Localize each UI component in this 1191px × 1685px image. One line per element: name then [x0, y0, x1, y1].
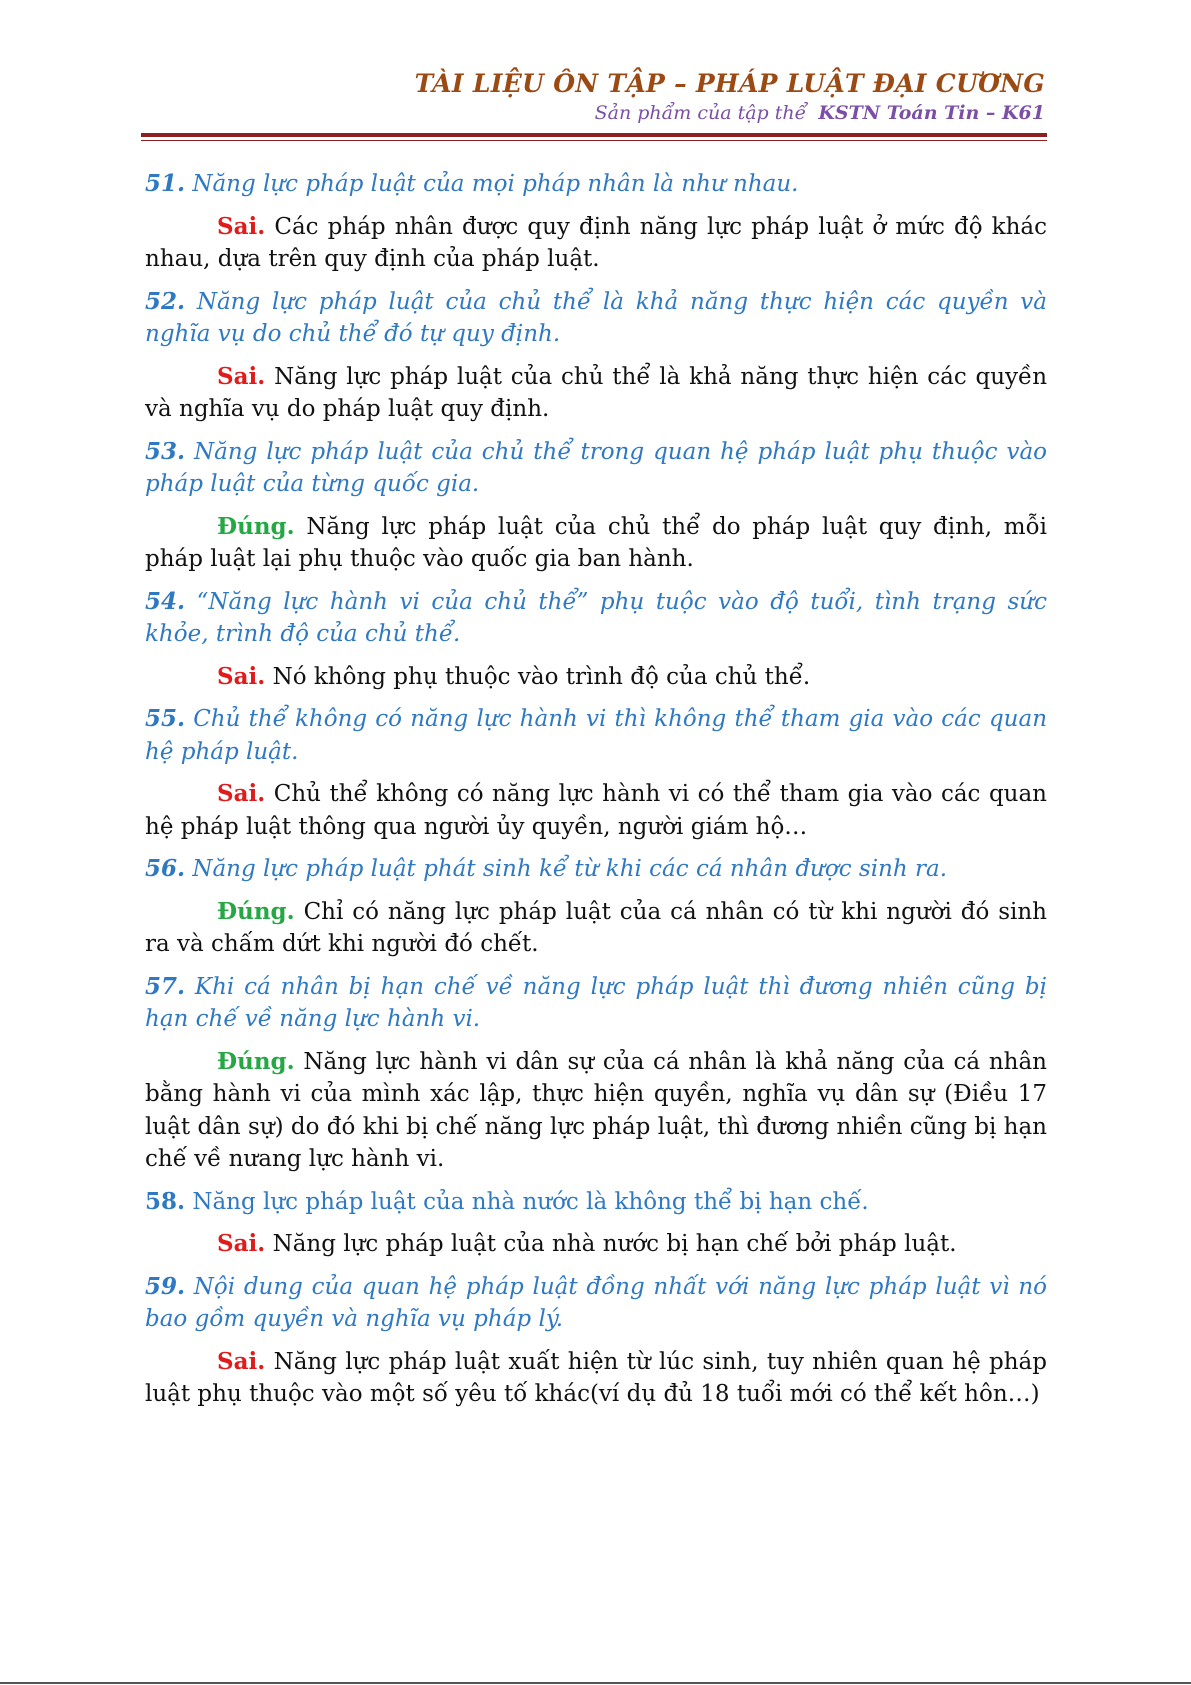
answer — [145, 661, 1047, 694]
answer-text: Năng lực pháp luật của chủ thể là khả năng thực hiện các quyền và nghĩa vụ do pháp luật quy định. — [145, 363, 1048, 422]
question-text: Năng lực pháp luật của chủ thể là khả năng thực hiện các quyền và nghĩa vụ do chủ thể đó tự quy định. — [145, 288, 1048, 347]
verdict-label: Đúng. — [217, 512, 295, 540]
qa-list — [145, 168, 1047, 1421]
question — [145, 703, 1047, 768]
answer-text: Năng lực pháp luật của chủ thể do pháp luật quy định, mỗi pháp luật lại phụ thuộc vào quốc gia ban hành. — [145, 513, 1047, 572]
question-number: 52. — [145, 287, 186, 315]
question-number: 55. — [145, 705, 186, 732]
answer-text: Năng lực pháp luật của nhà nước bị hạn chế bởi pháp luật. — [272, 1231, 957, 1257]
qa-item-55 — [145, 703, 1047, 843]
verdict-label: Đúng. — [217, 897, 295, 925]
answer-text: Chỉ có năng lực pháp luật của cá nhân có từ khi người đó sinh ra và chấm dứt khi người đó chết. — [145, 898, 1047, 957]
qa-item-59 — [145, 1271, 1047, 1411]
question-text: Nội dung của quan hệ pháp luật đồng nhất với năng lực pháp luật vì nó bao gồm quyền và nghĩa vụ pháp lý. — [145, 1273, 1048, 1332]
question — [145, 286, 1047, 351]
question-text: Năng lực pháp luật của mọi pháp nhân là như nhau. — [192, 171, 799, 197]
answer — [145, 1046, 1047, 1176]
subtitle-prefix: Sản phẩm của tập thể — [594, 102, 807, 124]
question — [145, 168, 1047, 201]
verdict-label: Sai. — [217, 362, 266, 390]
question — [145, 971, 1047, 1036]
question-number: 56. — [145, 855, 186, 882]
question-text: Năng lực pháp luật của nhà nước là không thể bị hạn chế. — [192, 1188, 869, 1215]
document-title: TÀI LIỆU ÔN TẬP – PHÁP LUẬT ĐẠI CƯƠNG — [414, 69, 1045, 98]
header-divider-thin — [141, 140, 1047, 141]
answer — [145, 896, 1047, 961]
answer — [145, 211, 1047, 276]
question — [145, 1271, 1047, 1336]
question-text: Năng lực pháp luật của chủ thể trong quan hệ pháp luật phụ thuộc vào pháp luật của từng quốc gia. — [145, 438, 1047, 497]
qa-item-58 — [145, 1186, 1047, 1261]
question — [145, 1186, 1047, 1219]
question-text: Khi cá nhân bị hạn chế về năng lực pháp luật thì đương nhiên cũng bị hạn chế về năng lực hành vi. — [145, 973, 1047, 1032]
question-number: 51. — [145, 170, 186, 197]
verdict-label: Sai. — [217, 1347, 266, 1375]
question-text: Năng lực pháp luật phát sinh kể từ khi các cá nhân được sinh ra. — [192, 856, 948, 882]
page-bottom-edge — [0, 1682, 1191, 1684]
document-subtitle — [145, 100, 1045, 126]
subtitle-group: KSTN Toán Tin – K61 — [818, 102, 1045, 124]
answer — [145, 511, 1047, 576]
question — [145, 853, 1047, 886]
verdict-label: Sai. — [217, 780, 266, 807]
answer — [145, 361, 1047, 426]
header-divider-thick — [141, 133, 1047, 137]
qa-item-57 — [145, 971, 1047, 1176]
verdict-label: Đúng. — [217, 1047, 295, 1075]
answer — [145, 1346, 1047, 1411]
verdict-label: Sai. — [217, 212, 266, 240]
question-number: 58. — [145, 1187, 186, 1215]
page-header — [145, 68, 1045, 126]
answer-text: Chủ thể không có năng lực hành vi có thể tham gia vào các quan hệ pháp luật thông qua người ủy quyền, người giám hộ… — [145, 781, 1047, 840]
answer-text: Nó không phụ thuộc vào trình độ của chủ thể. — [272, 663, 811, 690]
answer-text: Các pháp nhân được quy định năng lực pháp luật ở mức độ khác nhau, dựa trên quy định của pháp luật. — [145, 213, 1047, 272]
verdict-label: Sai. — [217, 662, 266, 690]
qa-item-51 — [145, 168, 1047, 276]
question-number: 54. — [145, 587, 186, 615]
qa-item-54 — [145, 586, 1047, 694]
question-text: “Năng lực hành vi của chủ thể” phụ tuộc vào độ tuổi, tình trạng sức khỏe, trình độ của chủ thể. — [145, 588, 1047, 647]
question-number: 59. — [145, 1272, 186, 1300]
question — [145, 586, 1047, 651]
question-number: 57. — [145, 972, 186, 1000]
qa-item-52 — [145, 286, 1047, 426]
answer — [145, 778, 1047, 843]
qa-item-56 — [145, 853, 1047, 961]
question — [145, 436, 1047, 501]
answer-text: Năng lực pháp luật xuất hiện từ lúc sinh, tuy nhiên quan hệ pháp luật phụ thuộc vào một số yêu tố khác(ví dụ đủ 18 tuổi mới có thể kết hôn…) — [145, 1348, 1047, 1407]
question-number: 53. — [145, 437, 186, 465]
question-text: Chủ thể không có năng lực hành vi thì không thể tham gia vào các quan hệ pháp luật. — [145, 706, 1048, 765]
verdict-label: Sai. — [217, 1230, 266, 1257]
answer — [145, 1228, 1047, 1261]
qa-item-53 — [145, 436, 1047, 576]
answer-text: Năng lực hành vi dân sự của cá nhân là khả năng của cá nhân bằng hành vi của mình xác lập, thực hiện quyền, nghĩa vụ dân sự (Điều 17 luật dân sự) do đó khi bị chế năng lực pháp luật, thì đương nhiền cũng bị hạn chế về nưang lực hành vi. — [145, 1048, 1047, 1172]
